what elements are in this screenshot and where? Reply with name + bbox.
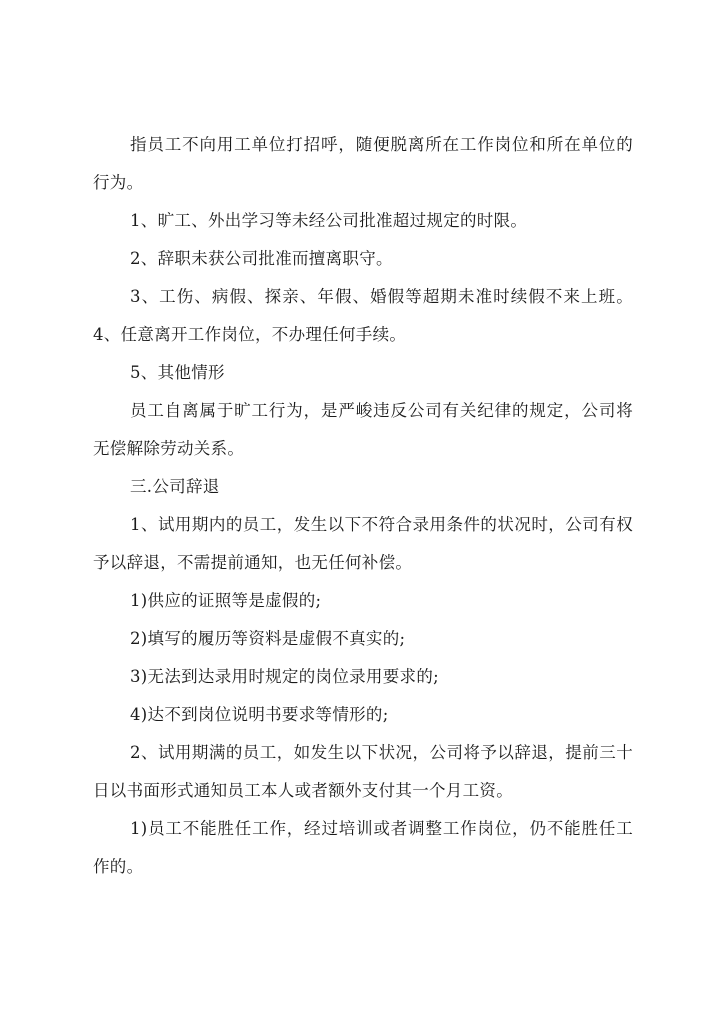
document-body (93, 126, 633, 886)
section-heading-dismissal: 三.公司辞退 (130, 477, 220, 496)
paragraph-probation-dismissal: 1、试用期内的员工，发生以下不符合录用条件的状况时，公司有权予以辞退，不需提前通知，也无任何补偿。 (93, 515, 633, 572)
paragraph-item-1: 1、旷工、外出学习等未经公司批准超过规定的时限。 (130, 211, 528, 230)
sub-item-incompetence: 1)员工不能胜任工作，经过培训或者调整工作岗位，仍不能胜任工作的。 (93, 819, 633, 876)
sub-item-3: 3)无法到达录用时规定的岗位录用要求的; (130, 667, 439, 686)
paragraph-item-5: 5、其他情形 (130, 363, 225, 382)
paragraph-item-2: 2、辞职未获公司批准而擅离职守。 (130, 249, 393, 268)
paragraph-absence-definition: 指员工不向用工单位打招呼，随便脱离所在工作岗位和所在单位的行为。 (93, 135, 633, 192)
sub-item-2: 2)填写的履历等资料是虚假不真实的; (130, 629, 406, 648)
paragraph-absence-consequence: 员工自离属于旷工行为，是严峻违反公司有关纪律的规定，公司将无偿解除劳动关系。 (93, 401, 633, 458)
paragraph-post-probation-dismissal: 2、试用期满的员工，如发生以下状况，公司将予以辞退，提前三十日以书面形式通知员工本人或者额外支付其一个月工资。 (93, 743, 633, 800)
sub-item-4: 4)达不到岗位说明书要求等情形的; (130, 705, 389, 724)
paragraph-item-3-4: 3、工伤、病假、探亲、年假、婚假等超期未准时续假不来上班。4、任意离开工作岗位，不办理任何手续。 (93, 287, 633, 344)
sub-item-1: 1)供应的证照等是虚假的; (130, 591, 322, 610)
